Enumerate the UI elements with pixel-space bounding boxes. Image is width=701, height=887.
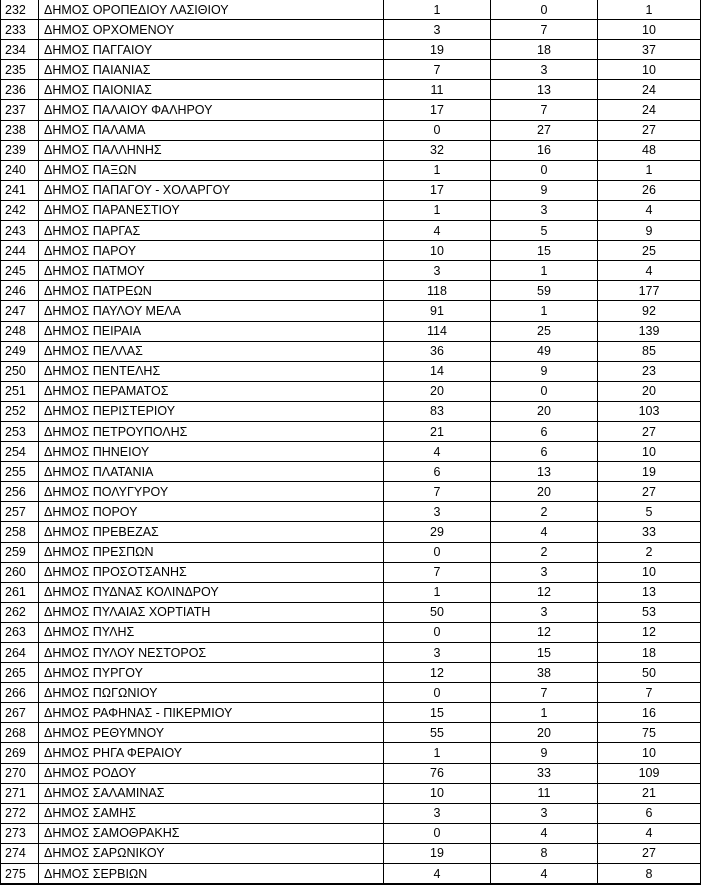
- value-col-1-cell: 11: [384, 80, 491, 100]
- municipality-name-cell: ΔΗΜΟΣ ΠΟΛΥΓΥΡΟΥ: [39, 482, 384, 502]
- municipality-name-cell: ΔΗΜΟΣ ΠΑΓΓΑΙΟΥ: [39, 40, 384, 60]
- value-col-2-cell: 3: [491, 602, 598, 622]
- table-row: [1, 80, 701, 100]
- row-number-cell: 274: [1, 843, 39, 863]
- total-cell: 8: [598, 864, 701, 885]
- value-col-1-cell: 17: [384, 100, 491, 120]
- value-col-1-cell: 1: [384, 160, 491, 180]
- row-number-cell: 263: [1, 622, 39, 642]
- total-cell: 19: [598, 462, 701, 482]
- municipality-name-cell: ΔΗΜΟΣ ΠΡΕΒΕΖΑΣ: [39, 522, 384, 542]
- value-col-2-cell: 38: [491, 663, 598, 683]
- total-cell: 50: [598, 663, 701, 683]
- municipality-name-cell: ΔΗΜΟΣ ΠΑΠΑΓΟΥ - ΧΟΛΑΡΓΟΥ: [39, 180, 384, 200]
- row-number-cell: 258: [1, 522, 39, 542]
- value-col-2-cell: 9: [491, 361, 598, 381]
- table-row: [1, 462, 701, 482]
- value-col-1-cell: 7: [384, 60, 491, 80]
- row-number-cell: 244: [1, 241, 39, 261]
- value-col-2-cell: 5: [491, 221, 598, 241]
- total-cell: 5: [598, 502, 701, 522]
- total-cell: 2: [598, 542, 701, 562]
- value-col-2-cell: 8: [491, 843, 598, 863]
- value-col-2-cell: 13: [491, 80, 598, 100]
- value-col-1-cell: 17: [384, 180, 491, 200]
- value-col-2-cell: 1: [491, 301, 598, 321]
- value-col-1-cell: 10: [384, 783, 491, 803]
- table-row: [1, 381, 701, 401]
- total-cell: 37: [598, 40, 701, 60]
- value-col-1-cell: 21: [384, 421, 491, 441]
- row-number-cell: 252: [1, 401, 39, 421]
- table-row: [1, 401, 701, 421]
- row-number-cell: 270: [1, 763, 39, 783]
- total-cell: 21: [598, 783, 701, 803]
- value-col-1-cell: 3: [384, 643, 491, 663]
- row-number-cell: 259: [1, 542, 39, 562]
- value-col-2-cell: 49: [491, 341, 598, 361]
- row-number-cell: 247: [1, 301, 39, 321]
- value-col-2-cell: 7: [491, 683, 598, 703]
- total-cell: 16: [598, 703, 701, 723]
- row-number-cell: 271: [1, 783, 39, 803]
- table-row: [1, 421, 701, 441]
- municipality-name-cell: ΔΗΜΟΣ ΡΟΔΟΥ: [39, 763, 384, 783]
- row-number-cell: 240: [1, 160, 39, 180]
- total-cell: 48: [598, 140, 701, 160]
- value-col-1-cell: 4: [384, 864, 491, 885]
- municipality-name-cell: ΔΗΜΟΣ ΠΕΝΤΕΛΗΣ: [39, 361, 384, 381]
- table-row: [1, 120, 701, 140]
- table-row: [1, 60, 701, 80]
- value-col-1-cell: 1: [384, 743, 491, 763]
- value-col-1-cell: 55: [384, 723, 491, 743]
- municipality-name-cell: ΔΗΜΟΣ ΠΑΤΜΟΥ: [39, 261, 384, 281]
- row-number-cell: 241: [1, 180, 39, 200]
- total-cell: 103: [598, 401, 701, 421]
- table-row: [1, 723, 701, 743]
- total-cell: 27: [598, 482, 701, 502]
- municipality-name-cell: ΔΗΜΟΣ ΡΗΓΑ ΦΕΡΑΙΟΥ: [39, 743, 384, 763]
- table-row: [1, 823, 701, 843]
- value-col-1-cell: 0: [384, 120, 491, 140]
- row-number-cell: 268: [1, 723, 39, 743]
- table-row: [1, 703, 701, 723]
- total-cell: 23: [598, 361, 701, 381]
- value-col-1-cell: 6: [384, 462, 491, 482]
- table-row: [1, 281, 701, 301]
- value-col-1-cell: 14: [384, 361, 491, 381]
- table-row: [1, 442, 701, 462]
- value-col-2-cell: 20: [491, 482, 598, 502]
- total-cell: 10: [598, 442, 701, 462]
- municipality-name-cell: ΔΗΜΟΣ ΠΕΙΡΑΙΑ: [39, 321, 384, 341]
- total-cell: 10: [598, 743, 701, 763]
- municipality-name-cell: ΔΗΜΟΣ ΠΑΥΛΟΥ ΜΕΛΑ: [39, 301, 384, 321]
- value-col-1-cell: 19: [384, 843, 491, 863]
- value-col-2-cell: 0: [491, 0, 598, 20]
- value-col-1-cell: 1: [384, 200, 491, 220]
- value-col-1-cell: 32: [384, 140, 491, 160]
- total-cell: 7: [598, 683, 701, 703]
- municipality-name-cell: ΔΗΜΟΣ ΣΕΡΒΙΩΝ: [39, 864, 384, 885]
- value-col-2-cell: 9: [491, 180, 598, 200]
- row-number-cell: 243: [1, 221, 39, 241]
- table-row: [1, 643, 701, 663]
- total-cell: 4: [598, 823, 701, 843]
- value-col-1-cell: 0: [384, 542, 491, 562]
- value-col-1-cell: 29: [384, 522, 491, 542]
- municipality-name-cell: ΔΗΜΟΣ ΣΑΡΩΝΙΚΟΥ: [39, 843, 384, 863]
- value-col-2-cell: 4: [491, 522, 598, 542]
- table-row: [1, 843, 701, 863]
- row-number-cell: 266: [1, 683, 39, 703]
- total-cell: 53: [598, 602, 701, 622]
- table-row: [1, 241, 701, 261]
- total-cell: 26: [598, 180, 701, 200]
- municipality-name-cell: ΔΗΜΟΣ ΠΑΡΟΥ: [39, 241, 384, 261]
- row-number-cell: 251: [1, 381, 39, 401]
- municipality-name-cell: ΔΗΜΟΣ ΠΡΟΣΟΤΣΑΝΗΣ: [39, 562, 384, 582]
- value-col-2-cell: 3: [491, 200, 598, 220]
- value-col-1-cell: 114: [384, 321, 491, 341]
- table-row: [1, 663, 701, 683]
- municipality-name-cell: ΔΗΜΟΣ ΠΑΙΟΝΙΑΣ: [39, 80, 384, 100]
- municipality-name-cell: ΔΗΜΟΣ ΠΕΛΛΑΣ: [39, 341, 384, 361]
- row-number-cell: 265: [1, 663, 39, 683]
- value-col-2-cell: 16: [491, 140, 598, 160]
- total-cell: 18: [598, 643, 701, 663]
- total-cell: 10: [598, 20, 701, 40]
- table-row: [1, 301, 701, 321]
- row-number-cell: 273: [1, 823, 39, 843]
- row-number-cell: 272: [1, 803, 39, 823]
- value-col-1-cell: 7: [384, 482, 491, 502]
- table-row: [1, 602, 701, 622]
- value-col-2-cell: 0: [491, 381, 598, 401]
- value-col-1-cell: 3: [384, 502, 491, 522]
- value-col-1-cell: 7: [384, 562, 491, 582]
- total-cell: 24: [598, 80, 701, 100]
- value-col-2-cell: 59: [491, 281, 598, 301]
- value-col-1-cell: 76: [384, 763, 491, 783]
- table-row: [1, 683, 701, 703]
- table-row: [1, 562, 701, 582]
- value-col-1-cell: 4: [384, 221, 491, 241]
- municipality-name-cell: ΔΗΜΟΣ ΠΟΡΟΥ: [39, 502, 384, 522]
- total-cell: 24: [598, 100, 701, 120]
- row-number-cell: 238: [1, 120, 39, 140]
- municipality-name-cell: ΔΗΜΟΣ ΠΑΡΓΑΣ: [39, 221, 384, 241]
- total-cell: 139: [598, 321, 701, 341]
- table-row: [1, 582, 701, 602]
- municipality-name-cell: ΔΗΜΟΣ ΠΥΡΓΟΥ: [39, 663, 384, 683]
- municipality-name-cell: ΔΗΜΟΣ ΠΑΞΩΝ: [39, 160, 384, 180]
- value-col-1-cell: 10: [384, 241, 491, 261]
- value-col-2-cell: 0: [491, 160, 598, 180]
- value-col-2-cell: 2: [491, 542, 598, 562]
- municipality-name-cell: ΔΗΜΟΣ ΠΥΛΗΣ: [39, 622, 384, 642]
- value-col-1-cell: 83: [384, 401, 491, 421]
- row-number-cell: 250: [1, 361, 39, 381]
- total-cell: 10: [598, 562, 701, 582]
- row-number-cell: 242: [1, 200, 39, 220]
- table-row: [1, 361, 701, 381]
- table-row: [1, 482, 701, 502]
- total-cell: 75: [598, 723, 701, 743]
- value-col-2-cell: 15: [491, 241, 598, 261]
- value-col-1-cell: 1: [384, 582, 491, 602]
- value-col-2-cell: 27: [491, 120, 598, 140]
- row-number-cell: 269: [1, 743, 39, 763]
- total-cell: 10: [598, 60, 701, 80]
- total-cell: 92: [598, 301, 701, 321]
- table-row: [1, 221, 701, 241]
- municipality-name-cell: ΔΗΜΟΣ ΠΥΛΑΙΑΣ ΧΟΡΤΙΑΤΗ: [39, 602, 384, 622]
- total-cell: 12: [598, 622, 701, 642]
- row-number-cell: 245: [1, 261, 39, 281]
- row-number-cell: 256: [1, 482, 39, 502]
- total-cell: 20: [598, 381, 701, 401]
- row-number-cell: 233: [1, 20, 39, 40]
- value-col-2-cell: 12: [491, 622, 598, 642]
- value-col-2-cell: 3: [491, 60, 598, 80]
- total-cell: 85: [598, 341, 701, 361]
- table-row: [1, 261, 701, 281]
- value-col-2-cell: 1: [491, 703, 598, 723]
- municipality-name-cell: ΔΗΜΟΣ ΟΡΧΟΜΕΝΟΥ: [39, 20, 384, 40]
- row-number-cell: 235: [1, 60, 39, 80]
- value-col-2-cell: 9: [491, 743, 598, 763]
- municipality-name-cell: ΔΗΜΟΣ ΡΕΘΥΜΝΟΥ: [39, 723, 384, 743]
- value-col-1-cell: 20: [384, 381, 491, 401]
- value-col-1-cell: 12: [384, 663, 491, 683]
- row-number-cell: 257: [1, 502, 39, 522]
- row-number-cell: 253: [1, 421, 39, 441]
- table-row: [1, 200, 701, 220]
- value-col-1-cell: 0: [384, 683, 491, 703]
- total-cell: 25: [598, 241, 701, 261]
- municipality-name-cell: ΔΗΜΟΣ ΠΕΡΑΜΑΤΟΣ: [39, 381, 384, 401]
- value-col-1-cell: 36: [384, 341, 491, 361]
- row-number-cell: 248: [1, 321, 39, 341]
- row-number-cell: 232: [1, 0, 39, 20]
- value-col-2-cell: 11: [491, 783, 598, 803]
- total-cell: 27: [598, 120, 701, 140]
- municipality-name-cell: ΔΗΜΟΣ ΠΥΔΝΑΣ ΚΟΛΙΝΔΡΟΥ: [39, 582, 384, 602]
- value-col-2-cell: 33: [491, 763, 598, 783]
- value-col-1-cell: 0: [384, 622, 491, 642]
- municipality-name-cell: ΔΗΜΟΣ ΠΡΕΣΠΩΝ: [39, 542, 384, 562]
- table-body: [1, 0, 701, 884]
- municipality-name-cell: ΔΗΜΟΣ ΟΡΟΠΕΔΙΟΥ ΛΑΣΙΘΙΟΥ: [39, 0, 384, 20]
- value-col-2-cell: 3: [491, 803, 598, 823]
- municipality-name-cell: ΔΗΜΟΣ ΠΥΛΟΥ ΝΕΣΤΟΡΟΣ: [39, 643, 384, 663]
- value-col-2-cell: 18: [491, 40, 598, 60]
- municipality-name-cell: ΔΗΜΟΣ ΠΑΛΑΙΟΥ ΦΑΛΗΡΟΥ: [39, 100, 384, 120]
- row-number-cell: 236: [1, 80, 39, 100]
- value-col-2-cell: 2: [491, 502, 598, 522]
- value-col-1-cell: 0: [384, 823, 491, 843]
- municipality-name-cell: ΔΗΜΟΣ ΠΑΙΑΝΙΑΣ: [39, 60, 384, 80]
- row-number-cell: 260: [1, 562, 39, 582]
- value-col-1-cell: 3: [384, 803, 491, 823]
- value-col-2-cell: 20: [491, 723, 598, 743]
- table-row: [1, 321, 701, 341]
- row-number-cell: 255: [1, 462, 39, 482]
- municipality-name-cell: ΔΗΜΟΣ ΠΕΤΡΟΥΠΟΛΗΣ: [39, 421, 384, 441]
- table-row: [1, 522, 701, 542]
- table-row: [1, 40, 701, 60]
- table-row: [1, 180, 701, 200]
- municipality-name-cell: ΔΗΜΟΣ ΣΑΛΑΜΙΝΑΣ: [39, 783, 384, 803]
- table-row: [1, 0, 701, 20]
- table-row: [1, 542, 701, 562]
- row-number-cell: 234: [1, 40, 39, 60]
- table-row: [1, 341, 701, 361]
- table-row: [1, 160, 701, 180]
- table-row: [1, 743, 701, 763]
- value-col-1-cell: 3: [384, 261, 491, 281]
- value-col-2-cell: 7: [491, 20, 598, 40]
- total-cell: 13: [598, 582, 701, 602]
- value-col-1-cell: 19: [384, 40, 491, 60]
- value-col-2-cell: 4: [491, 864, 598, 885]
- row-number-cell: 262: [1, 602, 39, 622]
- value-col-2-cell: 6: [491, 442, 598, 462]
- row-number-cell: 264: [1, 643, 39, 663]
- value-col-2-cell: 20: [491, 401, 598, 421]
- row-number-cell: 275: [1, 864, 39, 885]
- value-col-1-cell: 91: [384, 301, 491, 321]
- value-col-1-cell: 15: [384, 703, 491, 723]
- total-cell: 9: [598, 221, 701, 241]
- table-row: [1, 803, 701, 823]
- value-col-2-cell: 6: [491, 421, 598, 441]
- municipality-name-cell: ΔΗΜΟΣ ΡΑΦΗΝΑΣ - ΠΙΚΕΡΜΙΟΥ: [39, 703, 384, 723]
- table-row: [1, 783, 701, 803]
- value-col-2-cell: 25: [491, 321, 598, 341]
- value-col-2-cell: 15: [491, 643, 598, 663]
- value-col-2-cell: 7: [491, 100, 598, 120]
- total-cell: 1: [598, 160, 701, 180]
- row-number-cell: 237: [1, 100, 39, 120]
- value-col-1-cell: 50: [384, 602, 491, 622]
- table-row: [1, 20, 701, 40]
- value-col-1-cell: 4: [384, 442, 491, 462]
- total-cell: 27: [598, 843, 701, 863]
- row-number-cell: 261: [1, 582, 39, 602]
- total-cell: 4: [598, 200, 701, 220]
- table-row: [1, 502, 701, 522]
- total-cell: 177: [598, 281, 701, 301]
- row-number-cell: 267: [1, 703, 39, 723]
- table-row: [1, 140, 701, 160]
- row-number-cell: 246: [1, 281, 39, 301]
- municipality-name-cell: ΔΗΜΟΣ ΠΑΡΑΝΕΣΤΙΟΥ: [39, 200, 384, 220]
- value-col-2-cell: 13: [491, 462, 598, 482]
- row-number-cell: 254: [1, 442, 39, 462]
- row-number-cell: 239: [1, 140, 39, 160]
- table-row: [1, 763, 701, 783]
- total-cell: 27: [598, 421, 701, 441]
- municipality-name-cell: ΔΗΜΟΣ ΠΑΤΡΕΩΝ: [39, 281, 384, 301]
- total-cell: 4: [598, 261, 701, 281]
- value-col-2-cell: 12: [491, 582, 598, 602]
- table-row: [1, 622, 701, 642]
- total-cell: 109: [598, 763, 701, 783]
- value-col-2-cell: 3: [491, 562, 598, 582]
- value-col-1-cell: 1: [384, 0, 491, 20]
- value-col-2-cell: 4: [491, 823, 598, 843]
- value-col-1-cell: 3: [384, 20, 491, 40]
- municipality-name-cell: ΔΗΜΟΣ ΣΑΜΗΣ: [39, 803, 384, 823]
- total-cell: 33: [598, 522, 701, 542]
- municipality-name-cell: ΔΗΜΟΣ ΠΛΑΤΑΝΙΑ: [39, 462, 384, 482]
- municipality-name-cell: ΔΗΜΟΣ ΠΗΝΕΙΟΥ: [39, 442, 384, 462]
- total-cell: 6: [598, 803, 701, 823]
- municipality-name-cell: ΔΗΜΟΣ ΠΑΛΑΜΑ: [39, 120, 384, 140]
- municipality-name-cell: ΔΗΜΟΣ ΠΑΛΛΗΝΗΣ: [39, 140, 384, 160]
- municipality-name-cell: ΔΗΜΟΣ ΠΩΓΩΝΙΟΥ: [39, 683, 384, 703]
- value-col-2-cell: 1: [491, 261, 598, 281]
- table-row: [1, 864, 701, 885]
- total-cell: 1: [598, 0, 701, 20]
- row-number-cell: 249: [1, 341, 39, 361]
- value-col-1-cell: 118: [384, 281, 491, 301]
- table-row: [1, 100, 701, 120]
- municipality-name-cell: ΔΗΜΟΣ ΣΑΜΟΘΡΑΚΗΣ: [39, 823, 384, 843]
- municipality-name-cell: ΔΗΜΟΣ ΠΕΡΙΣΤΕΡΙΟΥ: [39, 401, 384, 421]
